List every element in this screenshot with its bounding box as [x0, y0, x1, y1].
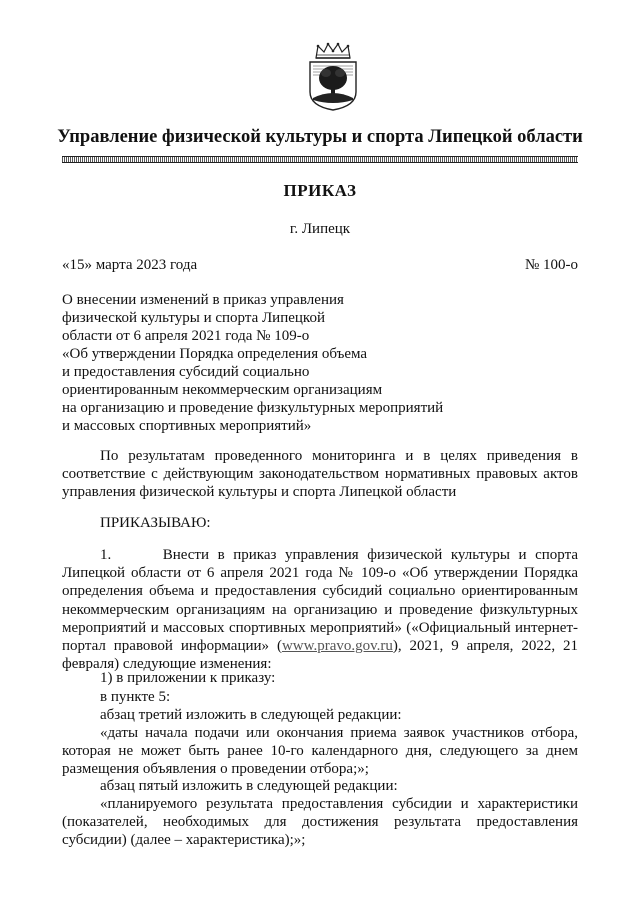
document-number: № 100-о: [524, 257, 578, 273]
item-1-text-end: ), 2021, 9 апреля, 2022, 21 февраля) следующие изменения:: [62, 638, 578, 673]
subject-line: области от 6 апреля 2021 года № 109-о: [62, 328, 310, 344]
subitem-paragraph: [62, 706, 578, 724]
preamble-text: По результатам проведенного мониторинга и в целях приведения в соответствие с действующим законодательством нормативных правовых актов управления физической культуры и спорта Липецкой области: [62, 448, 578, 501]
quote-2: «планируемого результата предоставления субсидии и характеристики (показателей, необходимых для достижения результата предоставления субсидии) (далее – характеристика);»;: [62, 796, 578, 849]
order-word: ПРИКАЗЫВАЮ:: [100, 515, 211, 531]
subject-heading: [62, 291, 443, 435]
subitem-point-5: в пункте 5:: [100, 689, 171, 705]
order-word-paragraph: [62, 514, 578, 532]
document-date: «15» марта 2023 года: [62, 257, 198, 273]
subitem-paragraph: [62, 777, 578, 795]
subject-line: физической культуры и спорта Липецкой: [62, 310, 325, 326]
subject-line: и массовых спортивных мероприятий»: [62, 418, 312, 434]
subject-line: «Об утверждении Порядка определения объема: [62, 346, 368, 362]
subitem-paragraph-3: абзац третий изложить в следующей редакции:: [100, 707, 402, 723]
subitem-paragraph: [62, 669, 578, 687]
city: г. Липецк: [289, 221, 351, 237]
item-1-paragraph: [62, 546, 582, 673]
subject-line: О внесении изменений в приказ управления: [62, 292, 344, 308]
subitem-paragraph: [62, 688, 578, 706]
item-1-text: 1. Внести в приказ управления физической культуры и спорта Липецкой области от 6 апреля 2021 года № 109-о «Об утверждении Порядка определения объема и предоставления субсидий социально ориентированным некоммерческим организациям на организацию и проведение физкультурных мероприятий и массовых спортивных мероприятий» («Официальный интернет-портал правовой информации» (: [62, 547, 582, 655]
quote-paragraph: [62, 795, 578, 850]
subitem-1: 1) в приложении к приказу:: [100, 670, 276, 686]
organization-name: Управление физической культуры и спорта Липецкой области: [57, 127, 583, 147]
preamble-paragraph: [62, 447, 578, 502]
subitem-paragraph-5: абзац пятый изложить в следующей редакции:: [100, 778, 398, 794]
pravo-link[interactable]: www.pravo.gov.ru: [281, 638, 393, 655]
document-type: ПРИКАЗ: [283, 181, 357, 200]
quote-1: «даты начала подачи или окончания приема заявок участников отбора, которая не может быть ранее 10-го календарного дня, следующего за днем размещения объявления о проведении отбора;»;: [62, 725, 578, 778]
subject-line: ориентированным некоммерческим организациям: [62, 382, 383, 398]
subject-line: и предоставления субсидий социально: [62, 364, 310, 380]
header-divider: [62, 156, 578, 163]
subject-line: на организацию и проведение физкультурных мероприятий: [62, 400, 444, 416]
coat-of-arms-emblem: [302, 42, 364, 112]
quote-paragraph: [62, 724, 578, 779]
